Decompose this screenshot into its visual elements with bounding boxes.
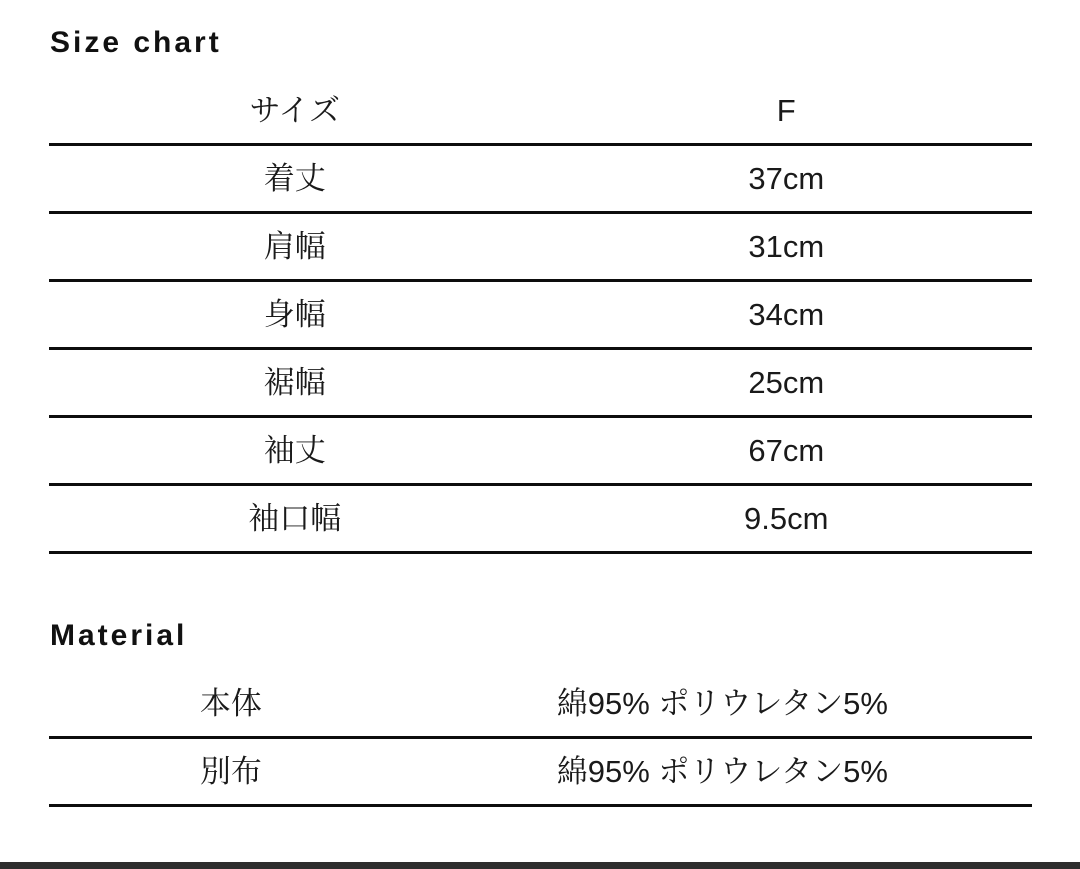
table-row (49, 671, 1032, 739)
size-chart-title: Size chart (50, 26, 222, 59)
row-value: 34cm (748, 296, 825, 332)
table-row (49, 486, 1032, 554)
row-label: 袖丈 (263, 432, 326, 468)
size-column-header: サイズ (249, 92, 341, 128)
row-label: 別布 (199, 753, 262, 789)
material-table (49, 671, 1032, 807)
row-label: 本体 (199, 685, 262, 721)
row-label: 袖口幅 (248, 500, 342, 536)
row-value: 綿95% ポリウレタン5% (556, 753, 888, 789)
table-row (49, 214, 1032, 282)
size-table-header-row (49, 78, 1032, 146)
size-table (49, 78, 1032, 554)
table-row (49, 146, 1032, 214)
row-value: 綿95% ポリウレタン5% (556, 685, 888, 721)
table-row (49, 739, 1032, 807)
row-label: 身幅 (263, 296, 326, 332)
material-title: Material (50, 619, 188, 652)
row-label: 肩幅 (263, 228, 326, 264)
row-value: 31cm (748, 228, 825, 264)
row-label: 裾幅 (263, 364, 326, 400)
row-value: 67cm (748, 432, 825, 468)
row-label: 着丈 (263, 160, 326, 196)
table-row (49, 418, 1032, 486)
row-value: 25cm (748, 364, 825, 400)
row-value: 9.5cm (744, 500, 829, 536)
footer-bar (0, 862, 1080, 869)
table-row (49, 282, 1032, 350)
size-value-column-header: F (776, 92, 796, 128)
row-value: 37cm (748, 160, 825, 196)
table-row (49, 350, 1032, 418)
